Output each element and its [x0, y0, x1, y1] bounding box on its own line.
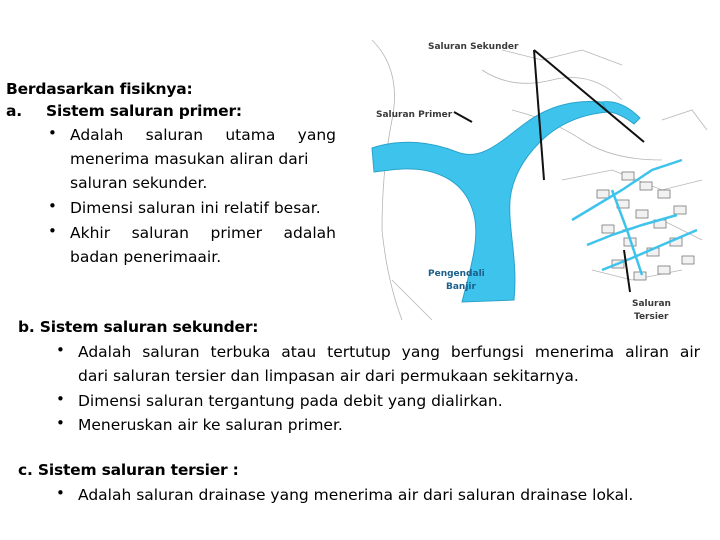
bullet-a1-line3: saluran sekunder. [70, 174, 208, 192]
bullet-b3: • [56, 414, 65, 432]
section-b-title: b. Sistem saluran sekunder: [18, 318, 259, 336]
bullet-a3: • [48, 222, 57, 240]
bullet-b2-line1: Dimensi saluran tergantung pada debit yang dialirkan. [78, 392, 503, 410]
label-saluran-tersier-1: Saluran [632, 299, 671, 309]
map-sketch-lines [372, 40, 707, 320]
tertiary-channels [572, 160, 697, 275]
bullet-a2-line1: Dimensi saluran ini relatif besar. [70, 199, 321, 217]
label-pengendali: Pengendali [428, 269, 485, 279]
map-houses [597, 172, 694, 280]
label-saluran-sekunder: Saluran Sekunder [428, 42, 519, 52]
section-c-title: c. Sistem saluran tersier : [18, 461, 239, 479]
section-a-title: Sistem saluran primer: [46, 102, 242, 120]
label-saluran-primer: Saluran Primer [376, 110, 453, 120]
bullet-a3-line1: Akhir saluran primer adalah [70, 224, 336, 242]
label-banjir: Banjir [446, 282, 476, 292]
bullet-a1-line1: Adalah saluran utama yang [70, 126, 336, 144]
bullet-b1: • [56, 341, 65, 359]
bullet-c1: • [56, 484, 65, 502]
section-a-marker: a. [6, 102, 22, 120]
bullet-b1-line1: Adalah saluran terbuka atau tertutup yang berfungsi menerima aliran air [78, 343, 700, 361]
bullet-a1-line2: menerima masukan aliran dari [70, 150, 309, 168]
bullet-a2: • [48, 197, 57, 215]
river-primary [372, 102, 608, 302]
drainage-map-illustration [362, 30, 714, 326]
bullet-b2: • [56, 390, 65, 408]
bullet-a1: • [48, 124, 57, 142]
bullet-a3-line2: badan penerimaair. [70, 248, 222, 266]
intro-heading: Berdasarkan fisiknya: [6, 80, 193, 98]
bullet-c1-line1: Adalah saluran drainase yang menerima air dari saluran drainase lokal. [78, 486, 634, 504]
label-saluran-tersier-2: Tersier [634, 312, 669, 322]
bullet-b1-line2: dari saluran tersier dan limpasan air dari permukaan sekitarnya. [78, 367, 579, 385]
bullet-b3-line1: Meneruskan air ke saluran primer. [78, 416, 343, 434]
